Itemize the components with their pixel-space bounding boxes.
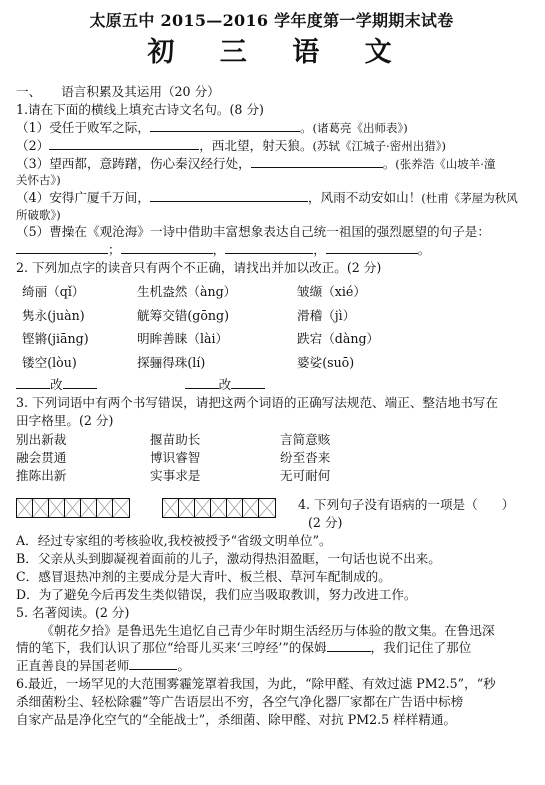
q3-word: 推陈出新 [16, 467, 67, 483]
answer-blank[interactable] [129, 658, 177, 670]
answer-blank[interactable] [185, 377, 219, 389]
q1-item5-end: 。 [417, 241, 431, 257]
q3-word: 纷至沓来 [280, 449, 331, 465]
q3-word: 博识睿智 [150, 449, 201, 465]
q3-word: 无可耐何 [280, 467, 331, 483]
q1-item1-end: 。 [299, 119, 313, 135]
q2-stem: 2. 下列加点字的读音只有两个不正确，请找出并加以改正。(2 分) [16, 259, 382, 275]
q1-item1-source: (诸葛亮《出师表》) [312, 120, 408, 135]
q2-word: 隽永(juàn) [22, 307, 85, 323]
q5-text-part: ，我们记住了那位 [370, 640, 472, 656]
q4-stem-text: 4. 下列句子没有语病的一项是（ ） [298, 497, 515, 513]
q3-stem-cont: 田字格里。(2 分) [16, 412, 114, 428]
q1-item3-source-cont: 关怀古》) [16, 173, 61, 188]
q2-correction-label: 改 [218, 377, 232, 393]
q1-item3 [16, 155, 527, 173]
q3-grid-row [16, 498, 527, 532]
q4-option-b: B．父亲从头到脚凝视着面前的儿子，激动得热泪盈眶，一句话也说不出来。 [16, 551, 441, 567]
q1-item5-sep3: ， [313, 241, 326, 257]
q2-word: 明眸善睐（lài） [137, 331, 229, 347]
answer-blank[interactable] [150, 120, 300, 132]
answer-blank[interactable] [327, 640, 371, 652]
q6-text-2: 杀细菌粉尘、轻松除霾”等广告语层出不穷，各空气净化器厂家都在广告语中标榜 [16, 694, 464, 710]
q3-stem: 3. 下列词语中有两个书写错误，请把这两个词语的正确写法规范、端正、整洁地书写在 [16, 395, 498, 411]
q1-item2-source: (苏轼《江城子·密州出猎》) [312, 138, 446, 153]
q2-word: 铿锵(jiāng) [22, 331, 89, 347]
answer-blank[interactable] [63, 377, 97, 389]
q2-word: 生机盎然（àng） [137, 283, 237, 299]
q3-word-list [16, 431, 527, 485]
q2-word: 滑稽（jì） [297, 307, 356, 323]
q3-word: 融会贯通 [16, 449, 67, 465]
answer-blank[interactable] [326, 242, 418, 254]
q2-word: 镂空(lòu) [22, 355, 77, 371]
q1-item5 [16, 223, 526, 241]
answer-blank[interactable] [225, 242, 313, 254]
q2-word: 婆娑(suō) [297, 355, 355, 371]
q1-item2-text: （2） [16, 137, 50, 153]
q4-option-d: D．为了避免今后再发生类似错误，我们应当吸取教训，努力改进工作。 [16, 586, 417, 602]
q5-text-part: 正直善良的异国老师 [16, 658, 130, 674]
q5-text-part: 。 [177, 658, 190, 674]
q6-text-3: 自家产品是净化空气的“全能战士”，杀细菌、除甲醛、对抗 PM2.5 样样精通。 [16, 711, 457, 727]
q3-word: 别出新裁 [16, 431, 67, 447]
q1-item5-sep2: ， [212, 241, 226, 257]
answer-blank[interactable] [231, 377, 265, 389]
q1-item4-text: （4）安得广厦千万间， [16, 189, 150, 205]
q1-item2 [16, 137, 527, 155]
q2-correction-label: 改 [50, 377, 63, 393]
q1-item5-sep1: ； [108, 241, 121, 257]
q1-stem: 1.请在下面的横线上填充古诗文名句。(8 分) [16, 101, 264, 117]
answer-blank[interactable] [16, 242, 108, 254]
q2-word: 绮丽（qǐ） [22, 283, 85, 299]
q1-item4-source: (杜甫《茅屋为秋风 [421, 190, 518, 205]
q1-item5-blanks [16, 241, 527, 259]
answer-blank[interactable] [251, 156, 383, 168]
q1-item4-mid: ，风雨不动安如山！ [307, 189, 422, 205]
q5-stem: 5. 名著阅读。(2 分) [16, 604, 130, 620]
q2-row [16, 354, 527, 372]
q3-word: 实事求是 [150, 467, 201, 483]
q1-item2-mid: ，西北望，射天狼。 [199, 137, 313, 153]
q5-text-3 [16, 657, 527, 675]
q4-points: (2 分) [308, 515, 343, 531]
q2-row [16, 307, 527, 325]
q2-word: 探骊得珠(lí) [137, 355, 206, 371]
answer-blank[interactable] [121, 242, 213, 254]
q1-item5-text: （5）曹操在《观沧海》一诗中借助丰富想象表达自己统一祖国的强烈愿望的句子是： [16, 224, 490, 240]
tianzige-grid[interactable] [162, 498, 276, 518]
q2-word: 觥筹交错(gōng) [137, 307, 230, 323]
q1-item4-source-cont: 所破歌》) [16, 207, 61, 222]
q1-item3-end: 。 [382, 155, 396, 171]
q2-row [16, 283, 527, 301]
q2-word: 皱缬（xié） [297, 283, 366, 299]
q4-option-c: C．感冒退热冲剂的主要成分是大青叶、板兰根、草河车配制成的。 [16, 568, 391, 584]
q1-item3-source: (张养浩《山坡羊·潼 [395, 156, 496, 171]
section-heading: 一、 语言积累及其运用（20 分） [16, 84, 220, 100]
tianzige-grid[interactable] [16, 498, 130, 518]
exam-title: 太原五中 2015—2016 学年度第一学期期末试卷 [89, 11, 454, 30]
q1-item3-text: （3）望西都，意踌躇，伤心秦汉经行处， [16, 155, 251, 171]
q3-word: 揠苗助长 [150, 431, 201, 447]
q1-item4 [16, 189, 527, 207]
answer-blank[interactable] [16, 377, 50, 389]
q1-item1 [16, 119, 527, 137]
q5-text-2 [16, 639, 527, 657]
q2-corrections [16, 376, 527, 394]
q2-word: 跌宕（dàng） [297, 331, 380, 347]
q4-option-a: A．经过专家组的考核验收,我校被授予“省级文明单位”。 [16, 533, 332, 549]
q5-text: 《朝花夕拾》是鲁迅先生追忆自己青少年时期生活经历与体验的散文集。在鲁迅深 [41, 622, 495, 638]
q1-item1-text: （1）受任于败军之际， [16, 119, 150, 135]
q5-text-part: 情的笔下，我们认识了那位“给哥儿买来‘三哼经’”的保姆 [16, 640, 327, 656]
q6-text: 6.最近，一场罕见的大范围雾霾笼罩着我国，为此，“除甲醛、有效过滤 PM2.5”，“秒 [16, 676, 496, 692]
q2-row [16, 330, 527, 348]
answer-blank[interactable] [49, 138, 199, 150]
q3-word: 言简意赅 [280, 431, 331, 447]
q4-stem [298, 496, 514, 532]
answer-blank[interactable] [150, 190, 308, 202]
exam-subject: 初 三 语 文 [147, 36, 410, 68]
